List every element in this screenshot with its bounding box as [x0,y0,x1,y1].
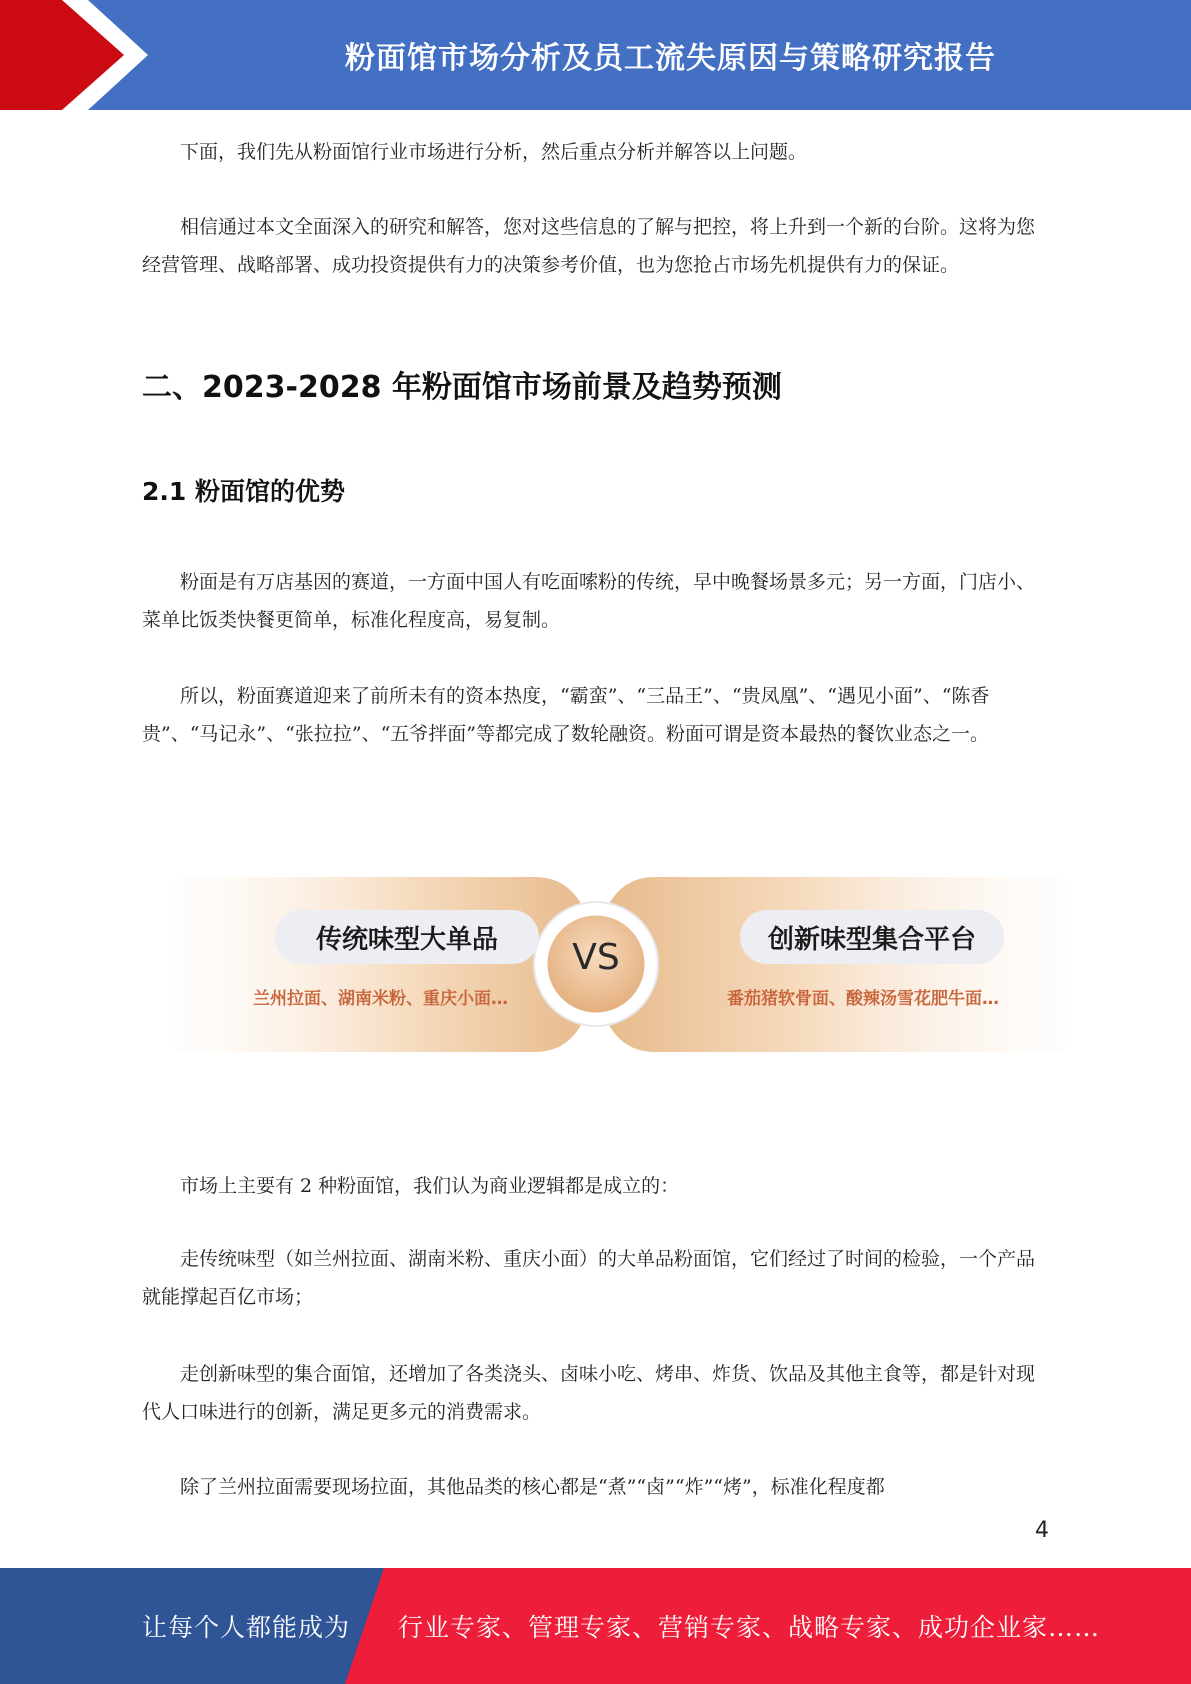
market-paragraph-2: 走传统味型（如兰州拉面、湖南米粉、重庆小面）的大单品粉面馆，它们经过了时间的检验，一个产品就能撑起百亿市场； [142,1248,1036,1308]
traditional-flavor-title: 传统味型大单品 [275,910,539,964]
traditional-flavor-examples: 兰州拉面、湖南米粉、重庆小面… [253,989,508,1009]
subsection-heading: 2.1 粉面馆的优势 [142,477,345,506]
advantage-paragraph-2: 所以，粉面赛道迎来了前所未有的资本热度，“霸蛮”、“三品王”、“贵凤凰”、“遇见小面”、“陈香贵”、“马记永”、“张拉拉”、“五爷拌面”等都完成了数轮融资。粉面可谓是资本最热的餐饮业态之一。 [142,685,990,745]
intro-paragraph-1: 下面，我们先从粉面馆行业市场进行分析，然后重点分析并解答以上问题。 [180,141,808,163]
innovative-flavor-examples: 番茄猪软骨面、酸辣汤雪花肥牛面… [727,989,999,1009]
page-number: 4 [1035,1518,1049,1543]
report-title: 粉面馆市场分析及员工流失原因与策略研究报告 [345,41,996,76]
footer-slogan-left: 让每个人都能成为 [142,1613,351,1642]
market-paragraph-1: 市场上主要有 2 种粉面馆，我们认为商业逻辑都是成立的： [180,1175,680,1197]
vs-comparison-figure [175,872,1065,1057]
footer-slogan-right: 行业专家、管理专家、营销专家、战略专家、成功企业家…… [398,1613,1101,1642]
vs-label: VS [572,936,620,978]
advantage-paragraph-1: 粉面是有万店基因的赛道，一方面中国人有吃面嗦粉的传统，早中晚餐场景多元；另一方面，门店小、菜单比饭类快餐更简单，标准化程度高，易复制。 [142,571,1036,631]
footer-bar [0,1568,1191,1684]
market-paragraph-3: 走创新味型的集合面馆，还增加了各类浇头、卤味小吃、烤串、炸货、饮品及其他主食等，都是针对现代人口味进行的创新，满足更多元的消费需求。 [142,1363,1036,1423]
section-heading: 二、2023-2028 年粉面馆市场前景及趋势预测 [142,370,782,405]
market-paragraph-4: 除了兰州拉面需要现场拉面，其他品类的核心都是“煮”“卤”“炸”“烤”，标准化程度都 [180,1476,885,1498]
header-arrow-icon [0,0,160,110]
header-bar [0,0,1191,110]
intro-paragraph-2: 相信通过本文全面深入的研究和解答，您对这些信息的了解与把控，将上升到一个新的台阶。这将为您经营管理、战略部署、成功投资提供有力的决策参考价值，也为您抢占市场先机提供有力的保证。 [142,216,1036,276]
innovative-flavor-title: 创新味型集合平台 [740,910,1004,964]
